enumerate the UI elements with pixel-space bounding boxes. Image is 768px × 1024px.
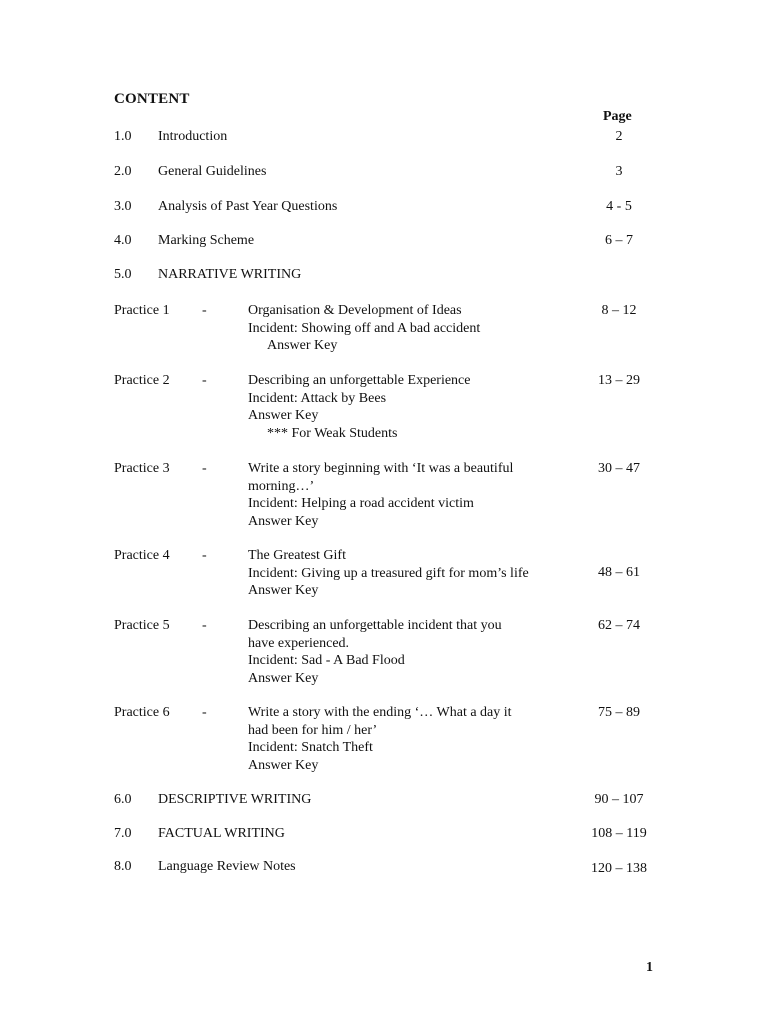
practice-line: Write a story beginning with ‘It was a beautiful — [248, 461, 514, 476]
practice-dash: - — [202, 618, 207, 633]
practice-line: Answer Key — [248, 408, 319, 423]
section-number: 1.0 — [114, 129, 132, 144]
practice-pages: 48 – 61 — [598, 565, 640, 580]
practice-dash: - — [202, 461, 207, 476]
practice-label: Practice 2 — [114, 373, 170, 388]
section-pages: 90 – 107 — [594, 792, 644, 807]
practice-dash: - — [202, 373, 207, 388]
practice-label: Practice 6 — [114, 705, 170, 720]
practice-pages: 75 – 89 — [598, 705, 640, 720]
section-title: Language Review Notes — [158, 859, 296, 874]
practice-line: Answer Key — [267, 338, 338, 353]
practice-line: *** For Weak Students — [267, 425, 398, 441]
section-number: 3.0 — [114, 199, 132, 214]
section-title: Analysis of Past Year Questions — [158, 199, 338, 214]
practice-line: Incident: Snatch Theft — [248, 740, 373, 755]
practice-line: Incident: Showing off and A bad accident — [248, 320, 481, 336]
practice-description — [248, 460, 513, 530]
practice-line: Write a story with the ending ‘… What a day it — [248, 705, 512, 720]
practice-line: Answer Key — [248, 583, 319, 598]
practice-dash: - — [202, 705, 207, 720]
practice-description — [248, 617, 502, 687]
practice-line: Describing an unforgettable Experience — [248, 373, 471, 388]
practice-line: Answer Key — [248, 757, 319, 773]
practice-line: Incident: Giving up a treasured gift for mom’s life — [248, 565, 529, 581]
practice-pages: 62 – 74 — [598, 618, 640, 633]
practice-pages: 30 – 47 — [598, 461, 640, 476]
practice-pages: 8 – 12 — [601, 303, 637, 318]
section-pages: 120 – 138 — [591, 861, 647, 876]
practice-line: Incident: Sad - A Bad Flood — [248, 653, 405, 668]
content-heading: CONTENT — [114, 91, 190, 107]
practice-label: Practice 4 — [114, 548, 170, 563]
practice-label: Practice 5 — [114, 618, 170, 633]
section-pages: 3 — [615, 164, 623, 179]
practice-line: have experienced. — [248, 635, 350, 651]
section-title: Introduction — [158, 129, 228, 144]
practice-label: Practice 1 — [114, 303, 170, 318]
page-number: 1 — [646, 960, 653, 975]
section-number: 7.0 — [114, 826, 132, 841]
practice-line: morning…’ — [248, 478, 315, 494]
practice-line: Answer Key — [248, 670, 319, 686]
section-number: 5.0 — [114, 267, 132, 282]
practice-dash: - — [202, 303, 207, 318]
section-pages: 4 - 5 — [606, 199, 632, 214]
practice-line: Describing an unforgettable incident that you — [248, 618, 502, 633]
practice-pages: 13 – 29 — [598, 373, 640, 388]
section-title: Marking Scheme — [158, 233, 255, 248]
section-title: DESCRIPTIVE WRITING — [158, 792, 312, 807]
section-title: NARRATIVE WRITING — [158, 267, 302, 282]
practice-line: Incident: Attack by Bees — [248, 390, 387, 406]
practice-description — [248, 547, 529, 600]
practice-line: had been for him / her’ — [248, 722, 378, 738]
practice-line: The Greatest Gift — [248, 548, 346, 563]
section-pages: 6 – 7 — [605, 233, 633, 248]
practice-line: Organisation & Development of Ideas — [248, 303, 462, 318]
section-number: 2.0 — [114, 164, 132, 179]
practice-label: Practice 3 — [114, 461, 170, 476]
section-number: 8.0 — [114, 859, 132, 874]
section-title: General Guidelines — [158, 164, 267, 179]
section-pages: 108 – 119 — [591, 826, 647, 841]
practice-description — [248, 302, 480, 355]
practice-line: Answer Key — [248, 513, 319, 529]
practice-description — [248, 704, 512, 774]
section-title: FACTUAL WRITING — [158, 826, 285, 841]
section-number: 4.0 — [114, 233, 132, 248]
section-pages: 2 — [615, 129, 623, 144]
practice-line: Incident: Helping a road accident victim — [248, 496, 474, 511]
section-number: 6.0 — [114, 792, 132, 807]
practice-description — [248, 372, 470, 442]
practice-dash: - — [202, 548, 207, 563]
page-column-label: Page — [603, 109, 632, 124]
